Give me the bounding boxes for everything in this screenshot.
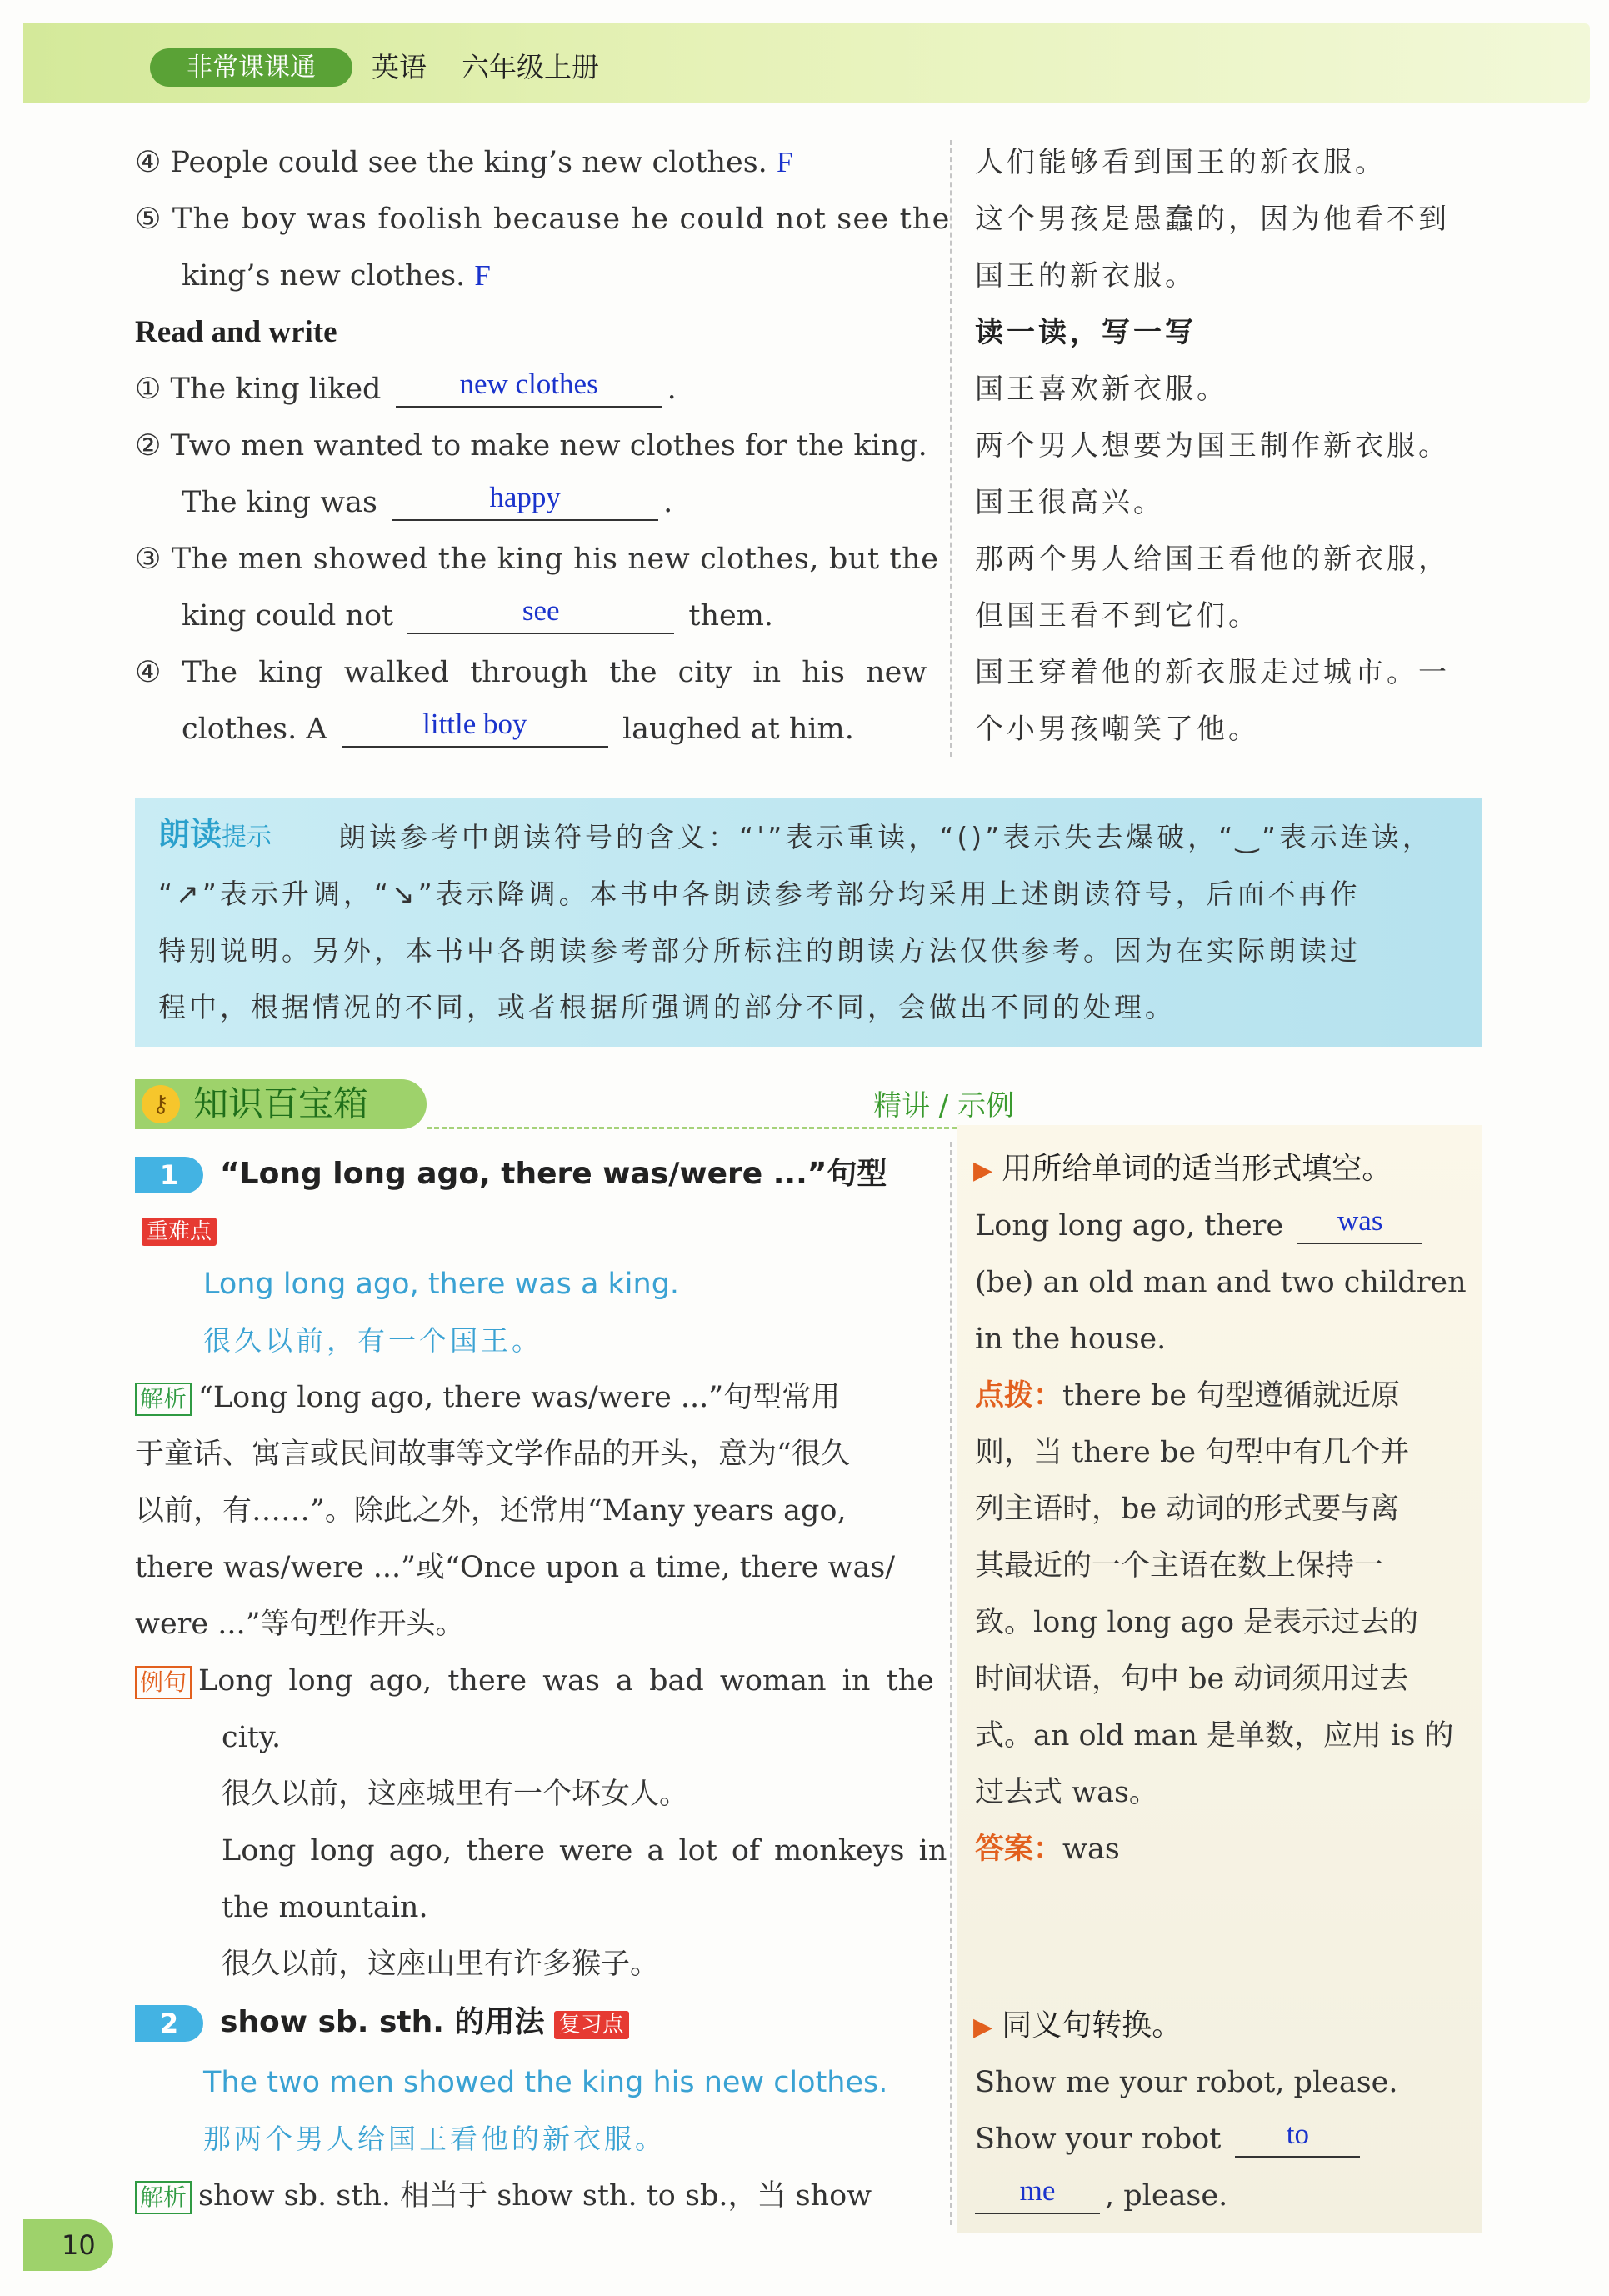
key-icon: ⚷ [142, 1085, 180, 1123]
section-title: 知识百宝箱 [193, 1083, 369, 1124]
liju-label: 例句 [135, 1666, 192, 1699]
rw-item-4-line1: ④ The king walked through the city in his new [135, 656, 927, 689]
point-1-jiexi-line4: there was/were ...”或“Once upon a time, there was/ [135, 1551, 896, 1584]
triangle-icon: ▶ [973, 2013, 993, 2042]
rw-item-4-line2: clothes. A little boy laughed at him. [182, 708, 854, 746]
point-1-tag-row [142, 1208, 217, 1250]
read-write-title: Read and write [135, 315, 337, 349]
point-2-badge: 2 [135, 2005, 203, 2042]
rw-item-2-line2: The king was happy . [182, 481, 673, 519]
point-1-liju-line3: 很久以前，这座城里有一个坏女人。 [222, 1778, 689, 1811]
point-1-example-cn: 很久以前，有一个国王。 [203, 1324, 542, 1357]
point-1-liju-line1: 例句 Long long ago, there was a bad woman in the [135, 1660, 934, 1702]
exercise-1-dianbo-line1: 点拨：there be 句型遵循就近原 [975, 1379, 1401, 1413]
point-2-jiexi: 解析 show sb. sth. 相当于 show sth. to sb.，当 show [135, 2175, 872, 2217]
exercise-1-dianbo-line5: 致。long long ago 是表示过去的 [975, 1606, 1419, 1639]
point-1-jiexi-line3: 以前，有……”。除此之外，还常用“Many years ago, [135, 1494, 847, 1528]
judge-item-5-line1: ⑤ The boy was foolish because he could not see the [135, 203, 951, 236]
judge-item-4: ④ People could see the king’s new clothes. F [135, 146, 793, 179]
column-divider-lower [950, 1142, 952, 2225]
point-1-badge: 1 [135, 1157, 203, 1193]
page-number: 10 [23, 2219, 113, 2271]
rw-item-2-cn2: 国王很高兴。 [975, 486, 1165, 519]
point-1-liju-line4: Long long ago, there were a lot of monkeys in [222, 1834, 947, 1868]
judge-item-4-cn: 人们能够看到国王的新衣服。 [975, 146, 1387, 179]
exercise-2-line3: me , please. [975, 2175, 1227, 2217]
grade-label: 六年级上册 [462, 51, 599, 83]
rw-item-3-line1: ③ The men showed the king his new clothes, but the [135, 543, 939, 576]
rw-item-4-cn2: 个小男孩嘲笑了他。 [975, 713, 1260, 746]
exercise-1-dianbo-line3: 列主语时，be 动词的形式要与离 [975, 1493, 1400, 1526]
reading-tip-line4: 程中，根据情况的不同，或者根据所强调的部分不同，会做出不同的处理。 [158, 991, 1176, 1023]
exercise-2-title: ▶ 同义句转换。 [973, 2008, 1182, 2043]
exercise-1-dianbo-line2: 则，当 there be 句型中有几个并 [975, 1436, 1410, 1469]
reading-tip-title: 朗读提示 [158, 816, 272, 853]
reading-tip-line2: “↗”表示升调，“↘”表示降调。本书中各朗读参考部分均采用上述朗读符号，后面不再作 [158, 878, 1361, 910]
section-right-label: 精讲 / 示例 [873, 1089, 1015, 1123]
exercise-2-line1: Show me your robot, please. [975, 2066, 1398, 2099]
judge-item-5-line2: king’s new clothes. F [182, 259, 491, 293]
point-2-example-cn: 那两个男人给国王看他的新衣服。 [203, 2123, 666, 2155]
rw-item-2-line1: ② Two men wanted to make new clothes for the king. [135, 429, 927, 463]
point-1-liju-line2: city. [222, 1721, 282, 1754]
series-badge: 非常课课通 [150, 48, 352, 87]
exercise-1-dianbo-line8: 过去式 was。 [975, 1776, 1158, 1809]
point-2-title: show sb. sth. 的用法 复习点 [220, 2002, 629, 2043]
triangle-icon: ▶ [973, 1156, 993, 1185]
point-1-liju-line5: the mountain. [222, 1891, 428, 1924]
rw-item-3-cn1: 那两个男人给国王看他的新衣服， [975, 543, 1450, 576]
point-1-title: “Long long ago, there was/were ...”句型 [220, 1157, 887, 1191]
reading-tip-line3: 特别说明。另外，本书中各朗读参考部分所标注的朗读方法仅供参考。因为在实际朗读过 [158, 934, 1361, 967]
point-2-example-en: The two men showed the king his new clothes. [203, 2066, 888, 2099]
read-write-title-cn: 读一读，写一写 [975, 316, 1197, 349]
exercise-1-line1: Long long ago, there was [975, 1205, 1427, 1247]
review-tag: 复习点 [554, 2011, 629, 2039]
rw-item-3-cn2: 但国王看不到它们。 [975, 599, 1260, 633]
point-1-jiexi-line1: 解析 “Long long ago, there was/were ...”句型常用 [135, 1377, 840, 1418]
judge-item-5-cn1: 这个男孩是愚蠢的，因为他看不到 [975, 203, 1450, 236]
point-1-example-en: Long long ago, there was a king. [203, 1268, 680, 1301]
point-1-jiexi-line5: were ...”等句型作开头。 [135, 1608, 465, 1641]
rw-item-4-cn1: 国王穿着他的新衣服走过城市。一 [975, 656, 1450, 689]
exercise-1-dianbo-line4: 其最近的一个主语在数上保持一 [975, 1549, 1384, 1583]
exercise-1-title: ▶ 用所给单词的适当形式填空。 [973, 1152, 1392, 1186]
point-1-liju-line6: 很久以前，这座山里有许多猴子。 [222, 1948, 660, 1981]
rw-item-2-cn1: 两个男人想要为国王制作新衣服。 [975, 429, 1450, 463]
exercise-1-dianbo-line7: 式。an old man 是单数，应用 is 的 [975, 1719, 1454, 1753]
rw-item-1: ① The king liked new clothes . [135, 368, 677, 406]
jiexi-label: 解析 [135, 1383, 192, 1416]
exercise-2-line2: Show your robot to [975, 2118, 1365, 2160]
subject-label: 英语 [372, 51, 427, 83]
rw-item-3-line2: king could not see them. [182, 594, 774, 633]
exercise-1-line3: in the house. [975, 1323, 1167, 1356]
difficulty-tag: 重难点 [142, 1218, 217, 1246]
point-1-jiexi-line2: 于童话、寓言或民间故事等文学作品的开头，意为“很久 [135, 1438, 850, 1471]
exercise-1-line2: (be) an old man and two children [975, 1266, 1467, 1299]
rw-item-1-cn: 国王喜欢新衣服。 [975, 373, 1228, 406]
exercise-1-answer: 答案：was [975, 1833, 1120, 1866]
judge-item-5-cn2: 国王的新衣服。 [975, 259, 1197, 293]
exercise-1-dianbo-line6: 时间状语，句中 be 动词须用过去 [975, 1663, 1409, 1696]
reading-tip-line1: 朗读参考中朗读符号的含义：“ˈ”表示重读，“()”表示失去爆破，“‿”表示连读， [338, 821, 1433, 853]
